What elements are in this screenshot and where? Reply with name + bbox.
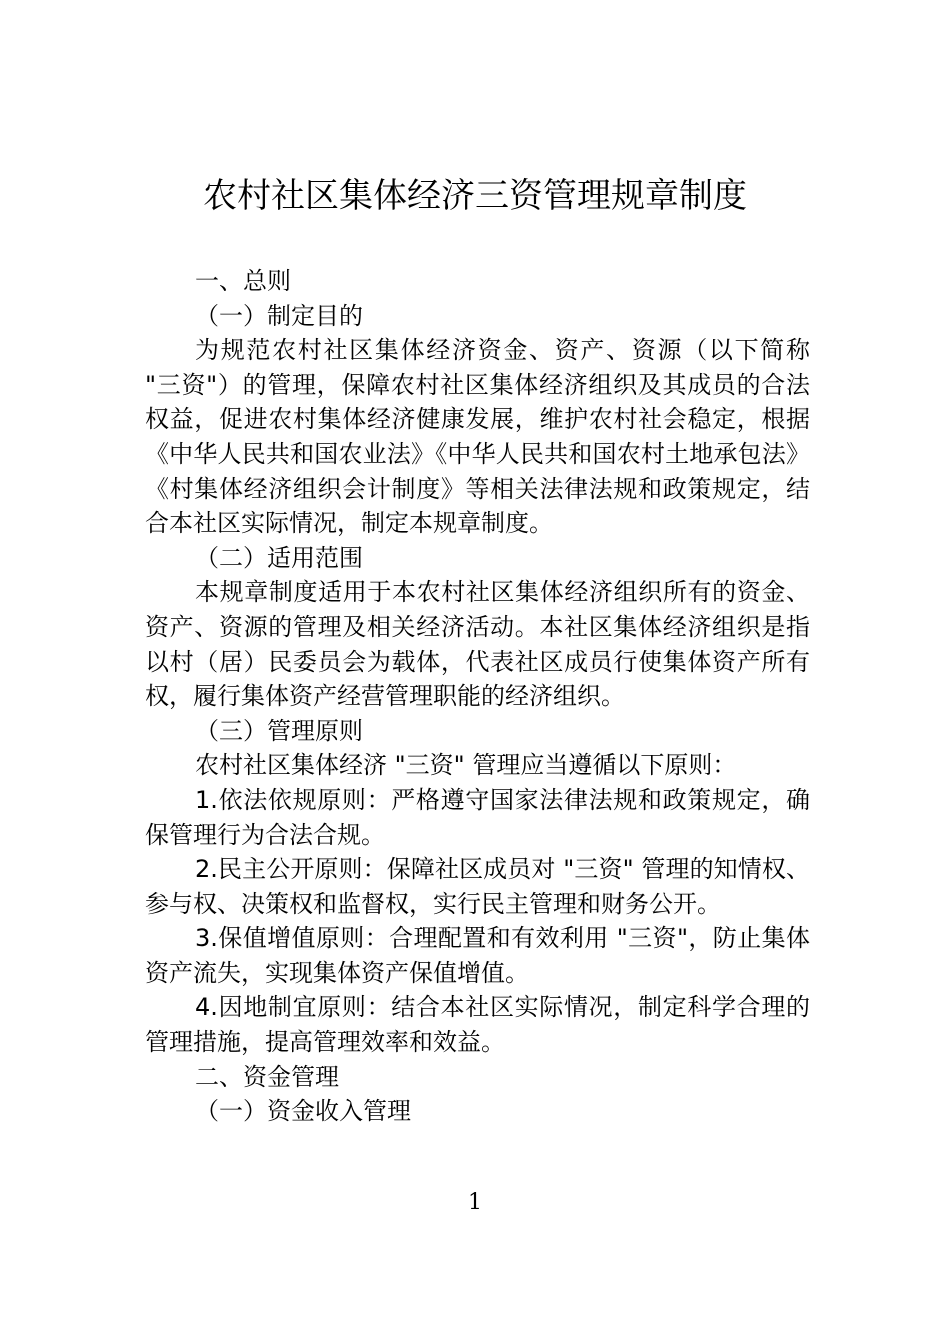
list-item: 4.因地制宜原则：结合本社区实际情况，制定科学合理的管理措施，提高管理效率和效益。	[145, 993, 810, 1057]
section-heading: 一、总则	[195, 267, 291, 295]
subsection-heading: （三）管理原则	[195, 716, 363, 745]
section-heading: 二、资金管理	[195, 1062, 339, 1091]
subsection-heading: （二）适用范围	[195, 543, 363, 572]
document-title: 农村社区集体经济三资管理规章制度	[203, 176, 747, 216]
list-item: 1.依法依规原则：严格遵守国家法律法规和政策规定，确保管理行为合法合规。	[145, 785, 810, 849]
body-paragraph: 本规章制度适用于本农村社区集体经济组织所有的资金、资产、资源的管理及相关经济活动。本社区集体经济组织是指以村（居）民委员会为载体，代表社区成员行使集体资产所有权，履行集体资产经营管理职能的经济组织。	[145, 578, 810, 711]
body-paragraph: 为规范农村社区集体经济资金、资产、资源（以下简称 "三资"）的管理，保障农村社区集体经济组织及其成员的合法权益，促进农村集体经济健康发展，维护农村社会稳定，根据《中华人民共和国农业法》《中华人民共和国农村土地承包法》《村集体经济组织会计制度》等相关法律法规和政策规定，结合本社区实际情况，制定本规章制度。	[145, 336, 810, 538]
body-paragraph: 农村社区集体经济 "三资" 管理应当遵循以下原则：	[195, 751, 737, 780]
list-item: 3.保值增值原则：合理配置和有效利用 "三资"，防止集体资产流失，实现集体资产保值增值。	[145, 924, 810, 987]
subsection-heading: （一）制定目的	[195, 301, 363, 330]
page-number: 1	[468, 1190, 482, 1215]
list-item: 2.民主公开原则：保障社区成员对 "三资" 管理的知情权、参与权、决策权和监督权，实行民主管理和财务公开。	[145, 855, 810, 918]
subsection-heading: （一）资金收入管理	[195, 1097, 411, 1126]
document-body	[145, 264, 810, 1129]
